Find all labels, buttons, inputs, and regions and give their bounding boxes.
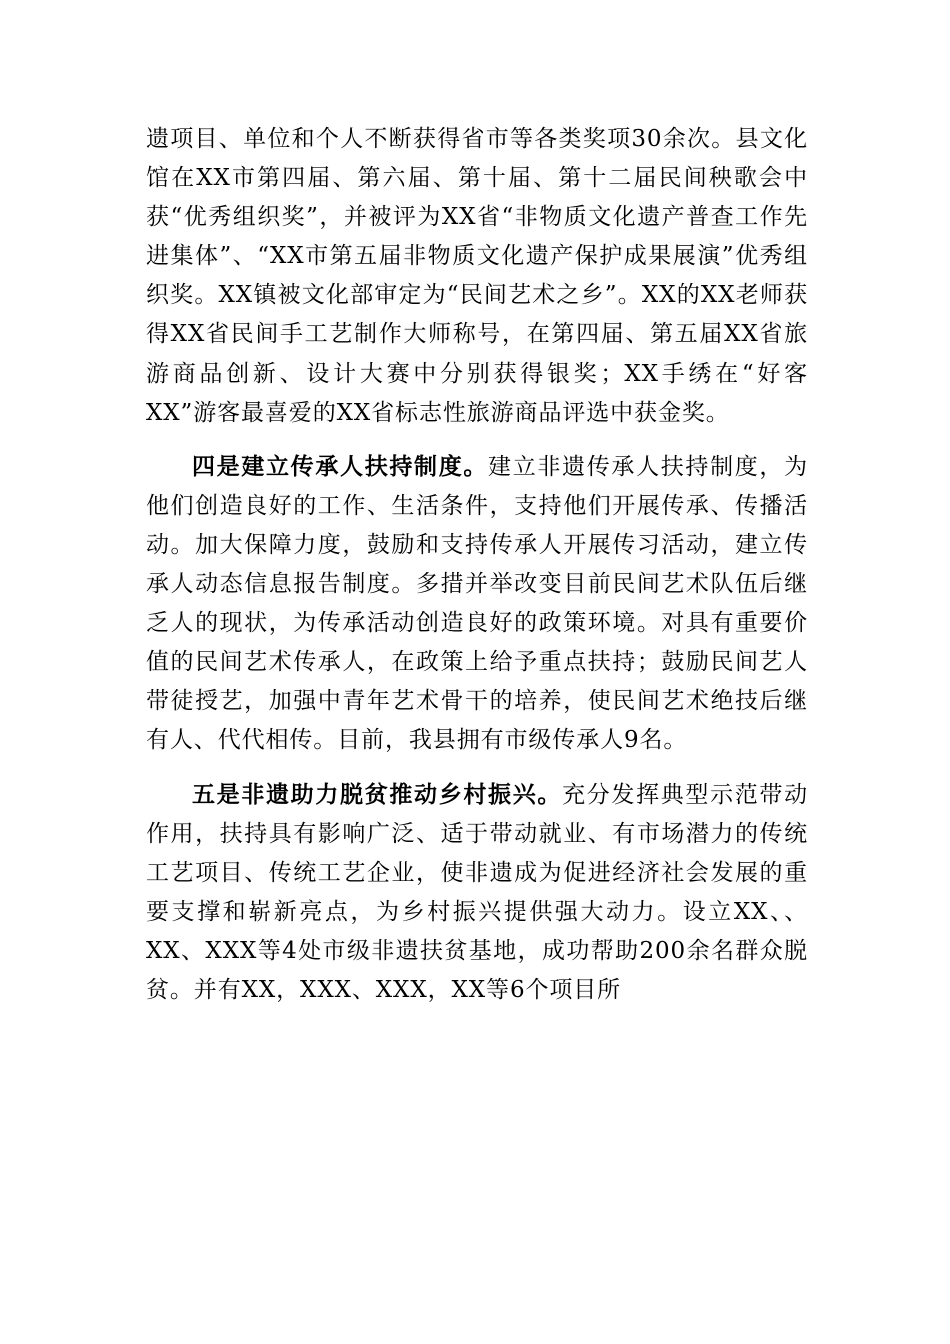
paragraph-3 — [146, 775, 808, 1011]
paragraph-2-heading: 四是建立传承人扶持制度。 — [192, 452, 489, 480]
paragraph-3-heading: 五是非遗助力脱贫推动乡村振兴。 — [192, 780, 563, 808]
document-page — [146, 120, 808, 1010]
paragraph-2 — [146, 447, 808, 761]
paragraph-1-text: 遗项目、单位和个人不断获得省市等各类奖项30余次。县文化馆在XX市第四届、第六届、第十届、第十二届民间秧歌会中获“优秀组织奖”，并被评为XX省“非物质文化遗产普查工作先进集体”、“XX市第五届非物质文化遗产保护成果展演”优秀组织奖。XX镇被文化部审定为“民间艺术之乡”。XX的XX老师获得XX省民间手工艺制作大师称号，在第四届、第五届XX省旅游商品创新、设计大赛中分别获得银奖；XX手绣在“好客XX”游客最喜爱的XX省标志性旅游商品评选中获金奖。 — [146, 126, 808, 426]
paragraph-3-text: 充分发挥典型示范带动作用，扶持具有影响广泛、适于带动就业、有市场潜力的传统工艺项目、传统工艺企业，使非遗成为促进经济社会发展的重要支撑和崭新亮点，为乡村振兴提供强大动力。设立XX、、XX、XXX等4处市级非遗扶贫基地，成功帮助200余名群众脱贫。并有XX，XXX、XXX，XX等6个项目所 — [146, 781, 809, 1003]
paragraph-1 — [146, 120, 808, 433]
paragraph-2-text: 建立非遗传承人扶持制度，为他们创造良好的工作、生活条件，支持他们开展传承、传播活动。加大保障力度，鼓励和支持传承人开展传习活动，建立传承人动态信息报告制度。多措并举改变目前民间艺术队伍后继乏人的现状，为传承活动创造良好的政策环境。对具有重要价值的民间艺术传承人，在政策上给予重点扶持；鼓励民间艺人带徒授艺，加强中青年艺术骨干的培养，使民间艺术绝技后继有人、代代相传。目前，我县拥有市级传承人9名。 — [146, 453, 808, 754]
